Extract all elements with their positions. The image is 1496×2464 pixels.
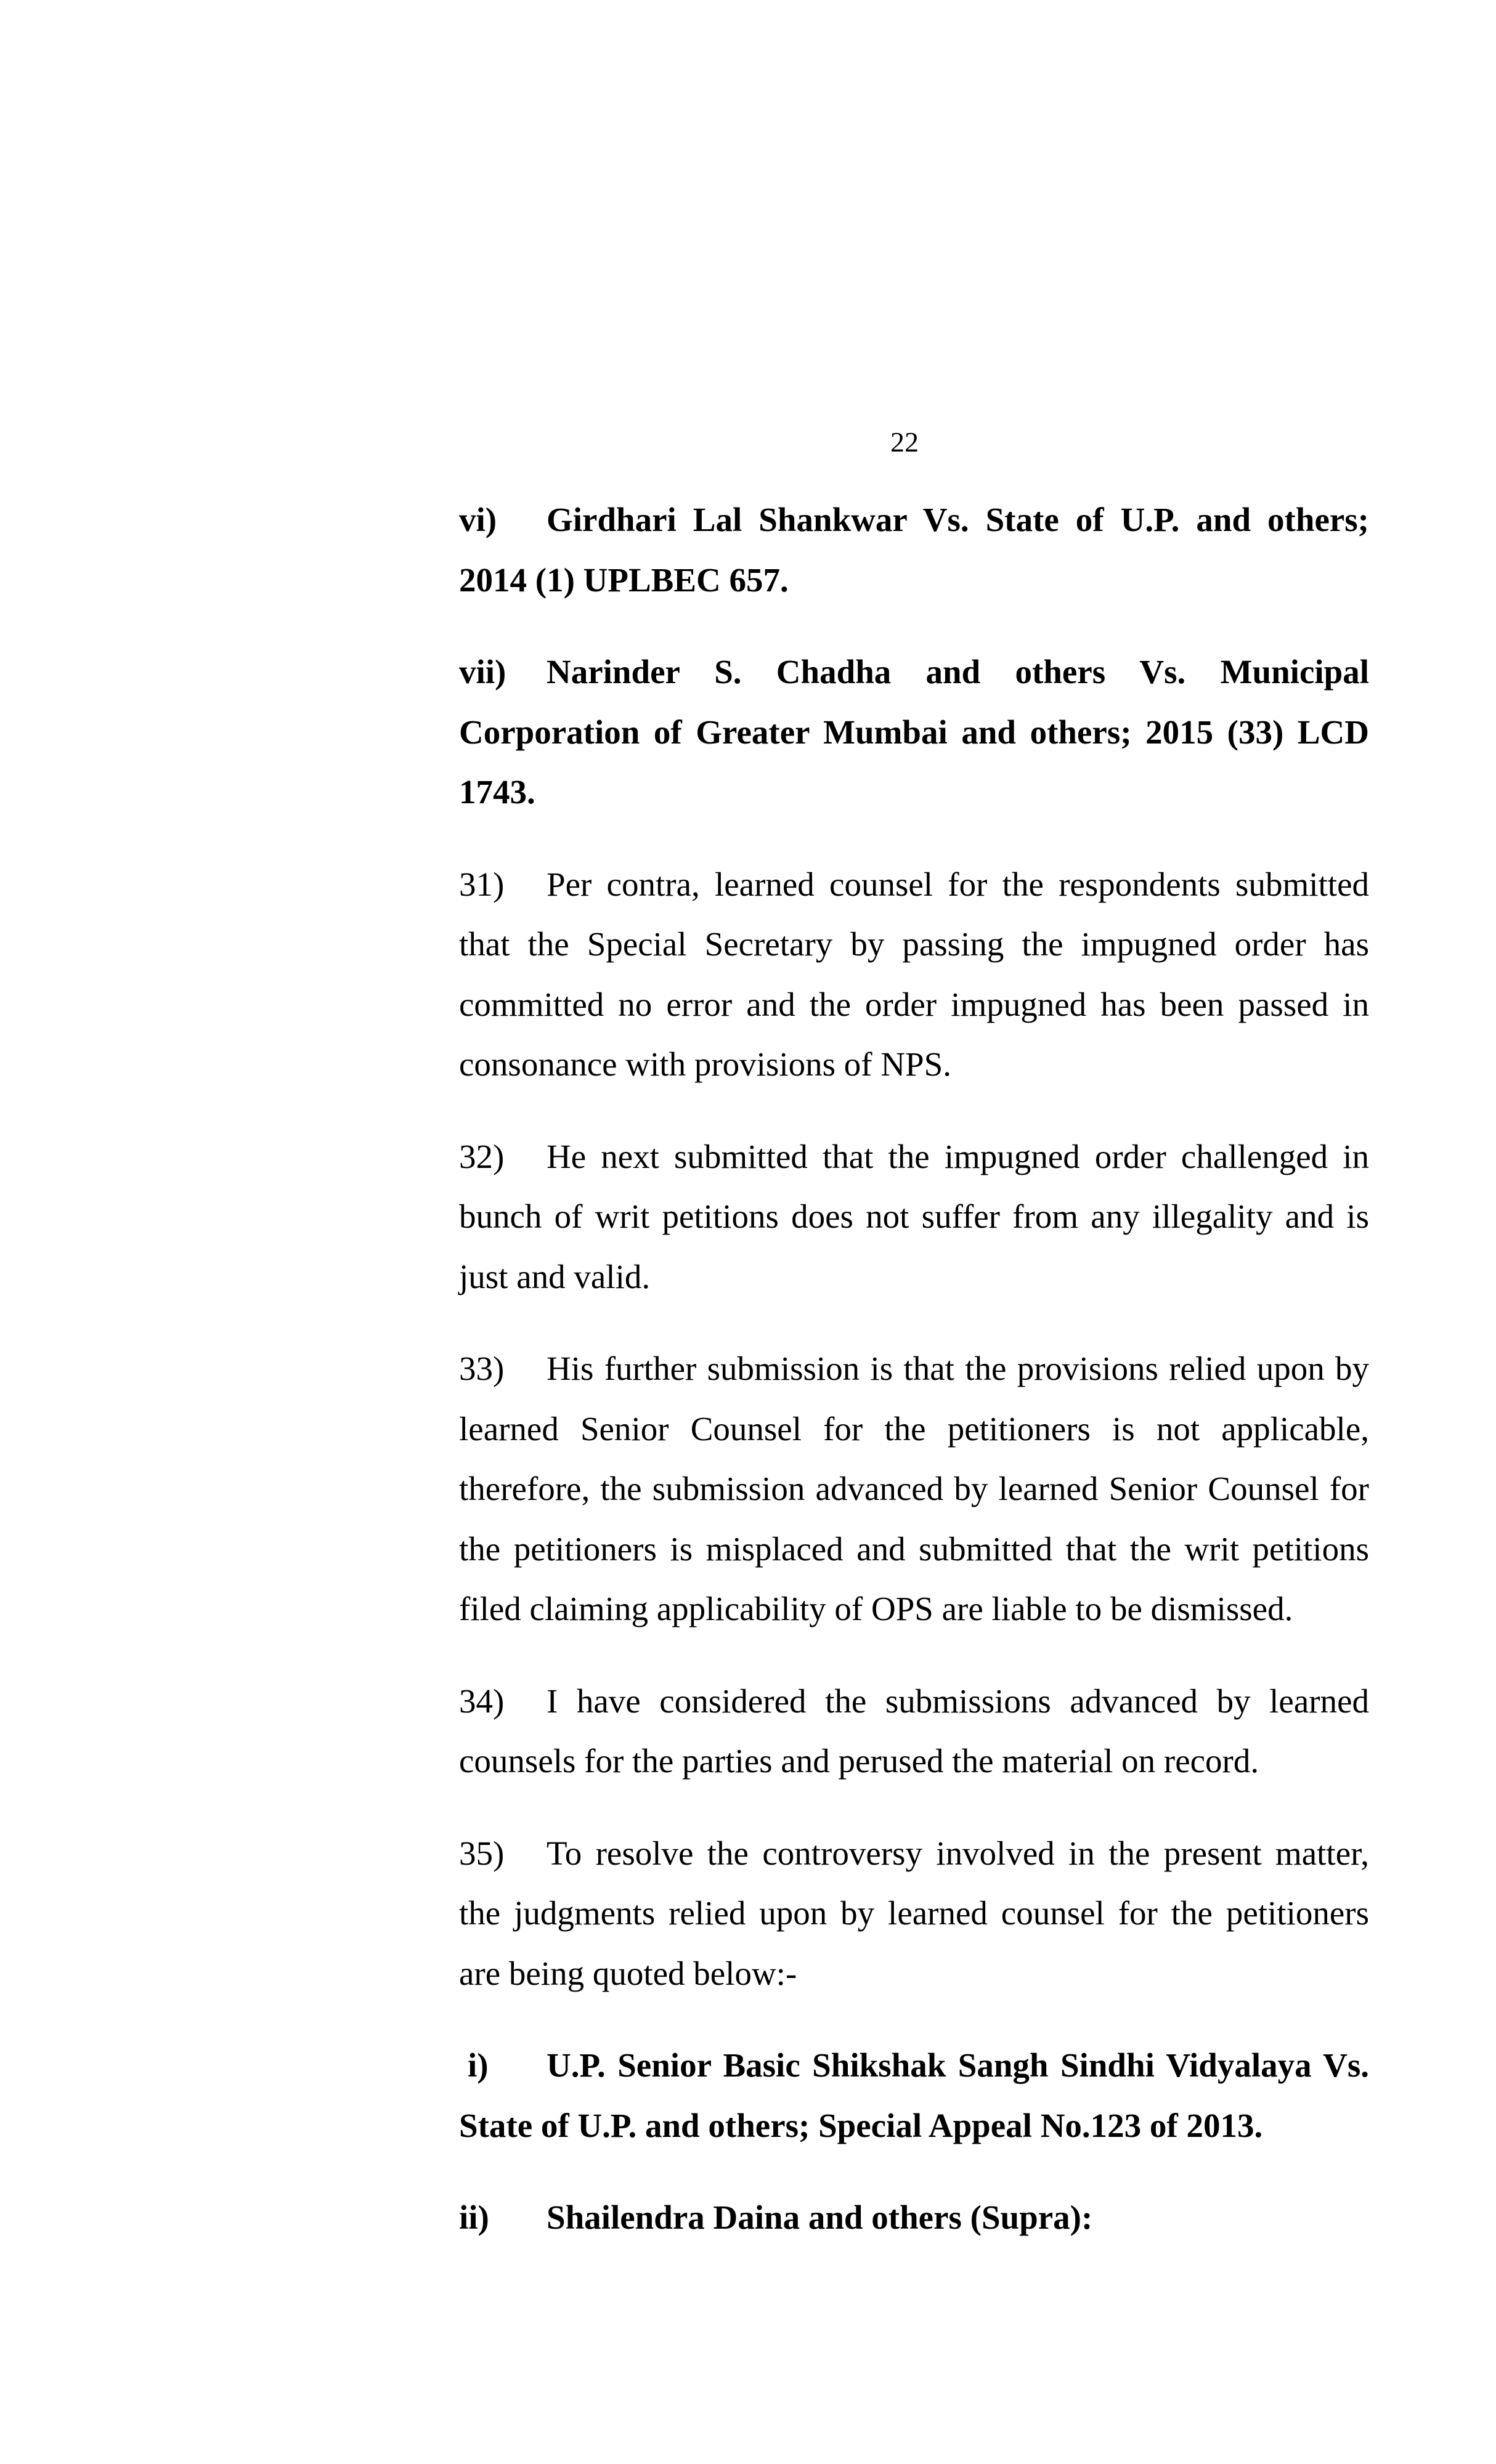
citation-vii [459, 642, 1369, 822]
paragraph-text: He next submitted that the impugned order challenged in bunch of writ petitions does not suffer from any illegality and is just and valid. [459, 1137, 1369, 1295]
citation-number: vi) [459, 501, 497, 538]
document-body [459, 490, 1369, 2248]
paragraph-number: 35) [459, 1834, 505, 1872]
paragraph-number: 33) [459, 1350, 505, 1387]
citation-text: Girdhari Lal Shankwar Vs. State of U.P. and others; 2014 (1) UPLBEC 657. [459, 501, 1369, 599]
page-number: 22 [890, 426, 919, 458]
citation-number: vii) [459, 653, 506, 691]
paragraph-number: 31) [459, 865, 505, 903]
paragraph-32 [459, 1127, 1369, 1307]
citation-ii [459, 2187, 1369, 2248]
paragraph-35 [459, 1823, 1369, 2004]
paragraph-text: Per contra, learned counsel for the respondents submitted that the Special Secretary by passing the impugned order has committed no error and the order impugned has been passed in consonance with provisions of NPS. [459, 865, 1369, 1083]
paragraph-number: 34) [459, 1682, 505, 1720]
paragraph-number: 32) [459, 1137, 505, 1175]
citation-number: ii) [459, 2199, 489, 2236]
citation-text: Shailendra Daina and others (Supra): [547, 2199, 1093, 2236]
paragraph-text: To resolve the controversy involved in the present matter, the judgments relied upon by learned counsel for the petitioners are being quoted below:- [459, 1834, 1369, 1992]
paragraph-31 [459, 854, 1369, 1095]
citation-number: i) [468, 2046, 489, 2084]
citation-text: U.P. Senior Basic Shikshak Sangh Sindhi Vidyalaya Vs. State of U.P. and others; Special Appeal No.123 of 2013. [459, 2046, 1369, 2144]
paragraph-34 [459, 1671, 1369, 1791]
citation-i [459, 2035, 1369, 2155]
citation-text: Narinder S. Chadha and others Vs. Municipal Corporation of Greater Mumbai and others; 2015 (33) LCD 1743. [459, 653, 1369, 811]
citation-vi [459, 490, 1369, 610]
paragraph-text: His further submission is that the provisions relied upon by learned Senior Counsel for the petitioners is not applicable, therefore, the submission advanced by learned Senior Counsel for the petitioners is misplaced and submitted that the writ petitions filed claiming applicability of OPS are liable to be dismissed. [459, 1350, 1369, 1627]
paragraph-text: I have considered the submissions advanced by learned counsels for the parties and perused the material on record. [459, 1682, 1369, 1780]
paragraph-33 [459, 1339, 1369, 1639]
